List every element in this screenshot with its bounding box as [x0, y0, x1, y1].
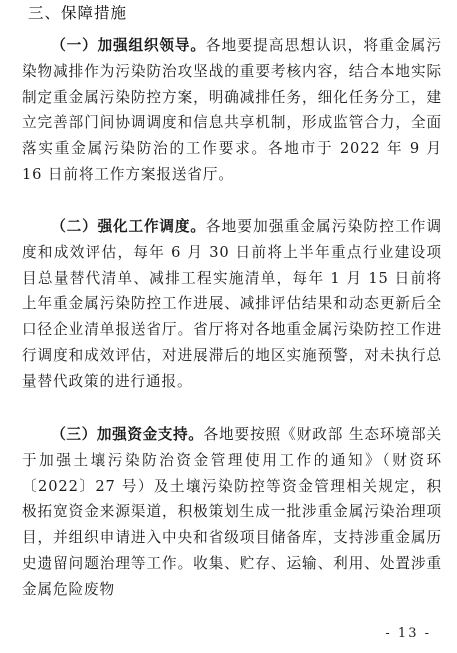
paragraph-lead: （一）加强组织领导。	[51, 37, 206, 54]
paragraph-body: 各地要提高思想认识，将重金属污染物减排作为污染防治攻坚战的重要考核内容，结合本地实际制定重金属污染防控方案，明确减排任务，细化任务分工，建立完善部门间协调调度和信息共享机制，形成监管合力，全面落实重金属污染防治的工作要求。各地市于 2022 年 9 月 16 日前将工作方案报送省厅。	[22, 37, 442, 183]
paragraph-organization-leadership	[22, 33, 442, 188]
section-heading: 三、保障措施	[28, 4, 128, 22]
paragraph-funding-support	[22, 422, 442, 603]
paragraph-body: 各地要加强重金属污染防控工作调度和成效评估，每年 6 月 30 日前将上半年重点行业建设项目总量替代清单、减排工程实施清单，每年 1 月 15 日前将上年重金属污染防控工作进展、减排评估结果和动态更新后全口径企业清单报送省厅。省厅将对各地重金属污染防控工作进行调度和成效评估，对进展滞后的地区实施预警，对未执行总量替代政策的进行通报。	[22, 218, 442, 390]
paragraph-lead: （二）强化工作调度。	[51, 218, 206, 235]
paragraph-lead: （三）加强资金支持。	[51, 426, 204, 443]
paragraph-body: 各地要按照《财政部 生态环境部关于加强土壤污染防治资金管理使用工作的通知》（财资环〔2022〕27 号）及土壤污染防控等资金管理相关规定，积极拓宽资金来源渠道，积极策划生成一批涉重金属污染治理项目，并组织申请进入中央和省级项目储备库，支持涉重金属历史遗留问题治理等工作。收集、贮存、运输、利用、处置涉重金属危险废物	[22, 426, 442, 598]
paragraph-work-scheduling	[22, 214, 442, 395]
page-number: - 13 -	[385, 626, 431, 641]
